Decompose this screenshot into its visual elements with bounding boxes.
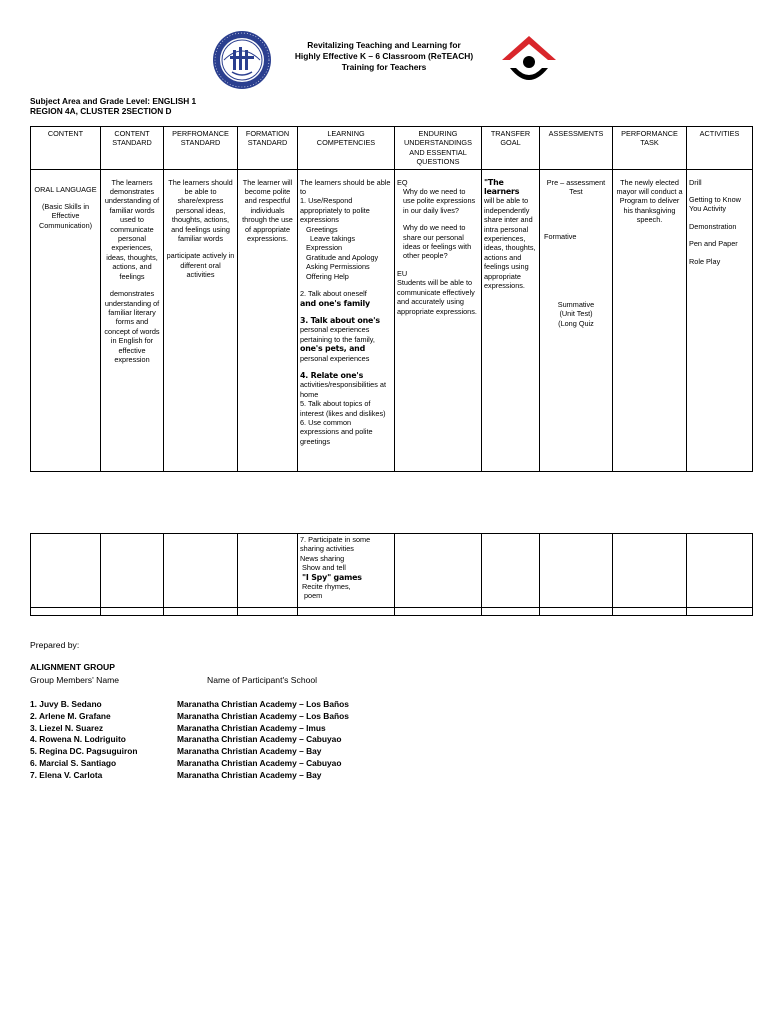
member-school: Maranatha Christian Academy – Bay <box>177 746 322 757</box>
member-school: Maranatha Christian Academy – Cabuyao <box>177 757 342 768</box>
content-subtitle: (Basic Skills in Effective Communication) <box>38 202 93 230</box>
competency-3d: personal experiences <box>300 353 370 363</box>
transfer-goal-cell <box>482 169 540 471</box>
empty-cell <box>31 534 101 608</box>
assessment-formative: Formative <box>544 232 577 242</box>
column-header: TRANSFER GOAL <box>482 127 540 170</box>
assessment-pre: Pre – assessment Test <box>546 177 606 197</box>
content-standard-p2: demonstrates understanding of familiar literary forms and concept of words in English for effective expression <box>104 289 160 364</box>
header-line-1: Revitalizing Teaching and Learning for <box>307 40 461 50</box>
empty-cell <box>31 608 101 616</box>
member-name: 3. Liezel N. Suarez <box>30 722 104 733</box>
empty-cell <box>101 608 164 616</box>
performance-standard-p1: The learners should be able to share/express personal ideas, thoughts, actions, and feelings using familiar words <box>168 177 233 244</box>
competency-ispy: "I Spy" games <box>302 572 362 582</box>
enduring-understandings-cell <box>395 169 482 471</box>
curriculum-map-continuation-table <box>30 533 753 616</box>
competency-recite: Recite rhymes, <box>302 582 351 592</box>
member-name: 2. Arlene M. Grafane <box>30 710 111 721</box>
activity-item: Getting to Know You Activity <box>689 195 741 214</box>
empty-cell <box>238 608 298 616</box>
member-name: 4. Rowena N. Lodriguito <box>30 734 126 745</box>
member-name: 7. Elena V. Carlota <box>30 769 103 780</box>
member-school: Maranatha Christian Academy – Los Baños <box>177 710 349 721</box>
members-header: Group Members' Name <box>30 675 120 685</box>
learning-competencies-cell <box>298 534 395 608</box>
empty-cell <box>164 534 238 608</box>
group-title: ALIGNMENT GROUP <box>30 662 115 672</box>
empty-cell <box>395 608 482 616</box>
member-school: Maranatha Christian Academy – Cabuyao <box>177 734 342 745</box>
assessment-summative: Summative <box>557 299 595 309</box>
table-header-row <box>31 127 753 170</box>
empty-cell <box>540 534 613 608</box>
essential-question-1: Why do we need to use polite expressions in our daily lives? <box>403 187 476 215</box>
competency-gratitude: Gratitude and Apology <box>306 252 379 262</box>
table-row <box>31 608 753 616</box>
column-header: LEARNING COMPETENCIES <box>298 127 395 170</box>
learning-competencies-cell <box>298 169 395 471</box>
list-item <box>30 770 430 782</box>
assessment-long: (Long Quiz <box>558 318 594 328</box>
competency-poem: poem <box>304 591 323 601</box>
column-header: ASSESSMENTS <box>540 127 613 170</box>
list-item <box>30 723 430 735</box>
activity-item: Role Play <box>689 256 721 266</box>
empty-cell <box>101 534 164 608</box>
list-item <box>30 711 430 723</box>
column-header: ENDURING UNDERSTANDINGS AND ESSENTIAL QUESTIONS <box>395 127 482 170</box>
performance-standard-cell <box>164 169 238 471</box>
empty-cell <box>687 534 753 608</box>
prepared-by-label: Prepared by: <box>30 640 80 650</box>
header-line-2: Highly Effective K – 6 Classroom (ReTEACH) <box>294 51 474 61</box>
competency-offering: Offering Help <box>306 271 349 281</box>
subject-info <box>30 96 196 116</box>
content-standard-p1: The learners demonstrates understanding of familiar words used to communicate personal experiences, ideas, thoughts, actions, and feelings <box>104 177 160 281</box>
activity-item: Drill <box>689 177 702 187</box>
list-item <box>30 734 430 746</box>
essential-question-2: Why do we need to share our personal ideas or feelings with other people? <box>403 223 472 261</box>
subject-line-2: REGION 4A, CLUSTER 2SECTION D <box>30 106 172 116</box>
list-item <box>30 758 430 770</box>
performance-task-text: The newly elected mayor will conduct a Program to deliver his thanksgiving speech. <box>616 177 683 225</box>
member-school: Maranatha Christian Academy – Imus <box>177 722 326 733</box>
member-name: 1. Juvy B. Sedano <box>30 699 102 709</box>
assessment-unit: (Unit Test) <box>559 309 593 319</box>
content-cell <box>31 169 101 471</box>
column-header: PERFORMANCE TASK <box>613 127 687 170</box>
empty-cell <box>540 608 613 616</box>
member-name: 6. Marcial S. Santiago <box>30 757 117 768</box>
activity-item: Pen and Paper <box>689 239 738 249</box>
empty-cell <box>482 534 540 608</box>
table-row <box>31 169 753 471</box>
formation-standard-text: The learner will become polite and respectful individuals through the use of appropriate expressions. <box>242 177 293 244</box>
empty-cell <box>164 608 238 616</box>
deped-seal-icon <box>212 30 272 90</box>
assessments-cell <box>540 169 613 471</box>
member-school: Maranatha Christian Academy – Los Baños <box>177 699 349 709</box>
activities-cell <box>687 169 753 471</box>
performance-standard-p2: participate actively in different oral activities <box>166 251 235 280</box>
subject-line-1: Subject Area and Grade Level: ENGLISH 1 <box>30 96 197 106</box>
empty-cell <box>613 534 687 608</box>
transfer-goal-b: will be able to independently share inter and intra personal experiences, ideas, thoughts, actions and feelings using appropriate expressions. <box>484 196 536 291</box>
empty-cell <box>687 608 753 616</box>
eq-label: EQ <box>397 177 408 187</box>
competency-7: 7. Participate in some sharing activities <box>300 535 371 554</box>
empty-cell <box>395 534 482 608</box>
transfer-goal-a: "The learners <box>484 177 520 197</box>
competency-3a: 3. Talk about one's <box>300 315 380 325</box>
column-header: ACTIVITIES <box>687 127 753 170</box>
competency-leave: Leave takings <box>310 234 356 244</box>
members-column-headers <box>30 675 450 685</box>
competency-4b: activities/responsibilities at home <box>300 380 386 399</box>
document-header <box>268 40 500 73</box>
formation-standard-cell <box>238 169 298 471</box>
member-name: 5. Regina DC. Pagsuguiron <box>30 746 138 757</box>
competency-4a: 4. Relate one's <box>300 370 364 380</box>
table-row <box>31 534 753 608</box>
eu-label: EU <box>397 268 408 278</box>
column-header: CONTENT <box>31 127 101 170</box>
competency-2a: 2. Talk about oneself <box>300 289 367 299</box>
empty-cell <box>238 534 298 608</box>
members-list <box>30 699 430 782</box>
empty-cell <box>613 608 687 616</box>
competency-3b: personal experiences pertaining to the family, <box>300 325 375 344</box>
curriculum-map-table <box>30 126 753 472</box>
content-standard-cell <box>101 169 164 471</box>
column-header: FORMATION STANDARD <box>238 127 298 170</box>
empty-cell <box>298 608 395 616</box>
competency-5: 5. Talk about topics of interest (likes and dislikes) <box>300 399 386 418</box>
competency-2b: and one's family <box>300 298 370 308</box>
column-header: CONTENT STANDARD <box>101 127 164 170</box>
activity-item: Demonstration <box>689 221 737 231</box>
competency-1: 1. Use/Respond appropriately to polite expressions <box>300 196 370 225</box>
competency-greetings: Greetings <box>306 224 338 234</box>
competency-3c: one's pets, and <box>300 344 366 354</box>
competency-expression: Expression <box>306 243 343 253</box>
competency-news: News sharing <box>300 553 345 563</box>
competency-asking: Asking Permissions <box>306 262 370 272</box>
list-item <box>30 746 430 758</box>
performance-task-cell <box>613 169 687 471</box>
reteach-logo-icon <box>498 30 560 92</box>
content-title: ORAL LANGUAGE <box>34 184 97 194</box>
member-school: Maranatha Christian Academy – Bay <box>177 769 322 780</box>
empty-cell <box>482 608 540 616</box>
enduring-understanding: Students will be able to communicate effectively and accurately using appropriate expressions. <box>397 278 477 316</box>
list-item <box>30 699 430 711</box>
column-header: PERFROMANCE STANDARD <box>164 127 238 170</box>
competency-show: Show and tell <box>302 563 346 573</box>
competency-6: 6. Use common expressions and polite greetings <box>300 417 373 446</box>
header-line-3: Training for Teachers <box>341 62 427 72</box>
competency-intro: The learners should be able to <box>300 177 391 197</box>
school-header: Name of Participant's School <box>207 675 318 685</box>
